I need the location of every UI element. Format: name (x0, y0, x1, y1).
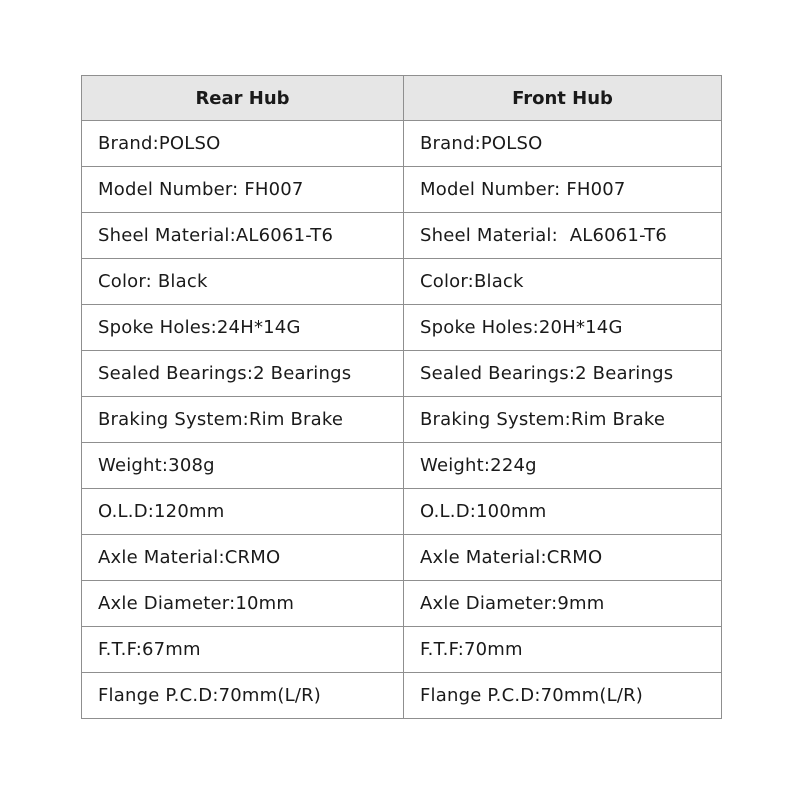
rear-braking-cell: Braking System:Rim Brake (82, 397, 404, 443)
front-weight-cell: Weight:224g (404, 443, 722, 489)
table-row (82, 305, 722, 351)
front-ftf-cell: F.T.F:70mm (404, 627, 722, 673)
table-row (82, 397, 722, 443)
front-material-cell: Sheel Material: AL6061-T6 (404, 213, 722, 259)
front-braking-cell: Braking System:Rim Brake (404, 397, 722, 443)
table-row (82, 167, 722, 213)
front-brand-cell: Brand:POLSO (404, 121, 722, 167)
rear-axle-diameter-cell: Axle Diameter:10mm (82, 581, 404, 627)
table-row (82, 489, 722, 535)
rear-bearings-cell: Sealed Bearings:2 Bearings (82, 351, 404, 397)
rear-brand-cell: Brand:POLSO (82, 121, 404, 167)
rear-axle-material-cell: Axle Material:CRMO (82, 535, 404, 581)
front-model-cell: Model Number: FH007 (404, 167, 722, 213)
table-row (82, 213, 722, 259)
front-flange-pcd-cell: Flange P.C.D:70mm(L/R) (404, 673, 722, 719)
table-row (82, 627, 722, 673)
table-row (82, 121, 722, 167)
front-color-cell: Color:Black (404, 259, 722, 305)
rear-material-cell: Sheel Material:AL6061-T6 (82, 213, 404, 259)
front-bearings-cell: Sealed Bearings:2 Bearings (404, 351, 722, 397)
front-old-cell: O.L.D:100mm (404, 489, 722, 535)
header-row (82, 76, 722, 121)
table-row (82, 351, 722, 397)
rear-ftf-cell: F.T.F:67mm (82, 627, 404, 673)
header-front-hub: Front Hub (404, 76, 722, 121)
table-body (82, 121, 722, 719)
rear-old-cell: O.L.D:120mm (82, 489, 404, 535)
header-rear-hub: Rear Hub (82, 76, 404, 121)
table-header (82, 76, 722, 121)
table-row (82, 443, 722, 489)
front-axle-material-cell: Axle Material:CRMO (404, 535, 722, 581)
table-row (82, 259, 722, 305)
table-row (82, 581, 722, 627)
table-row (82, 673, 722, 719)
rear-flange-pcd-cell: Flange P.C.D:70mm(L/R) (82, 673, 404, 719)
front-axle-diameter-cell: Axle Diameter:9mm (404, 581, 722, 627)
table-row (82, 535, 722, 581)
rear-weight-cell: Weight:308g (82, 443, 404, 489)
hub-spec-table (81, 75, 722, 719)
rear-color-cell: Color: Black (82, 259, 404, 305)
rear-model-cell: Model Number: FH007 (82, 167, 404, 213)
front-spoke-holes-cell: Spoke Holes:20H*14G (404, 305, 722, 351)
rear-spoke-holes-cell: Spoke Holes:24H*14G (82, 305, 404, 351)
